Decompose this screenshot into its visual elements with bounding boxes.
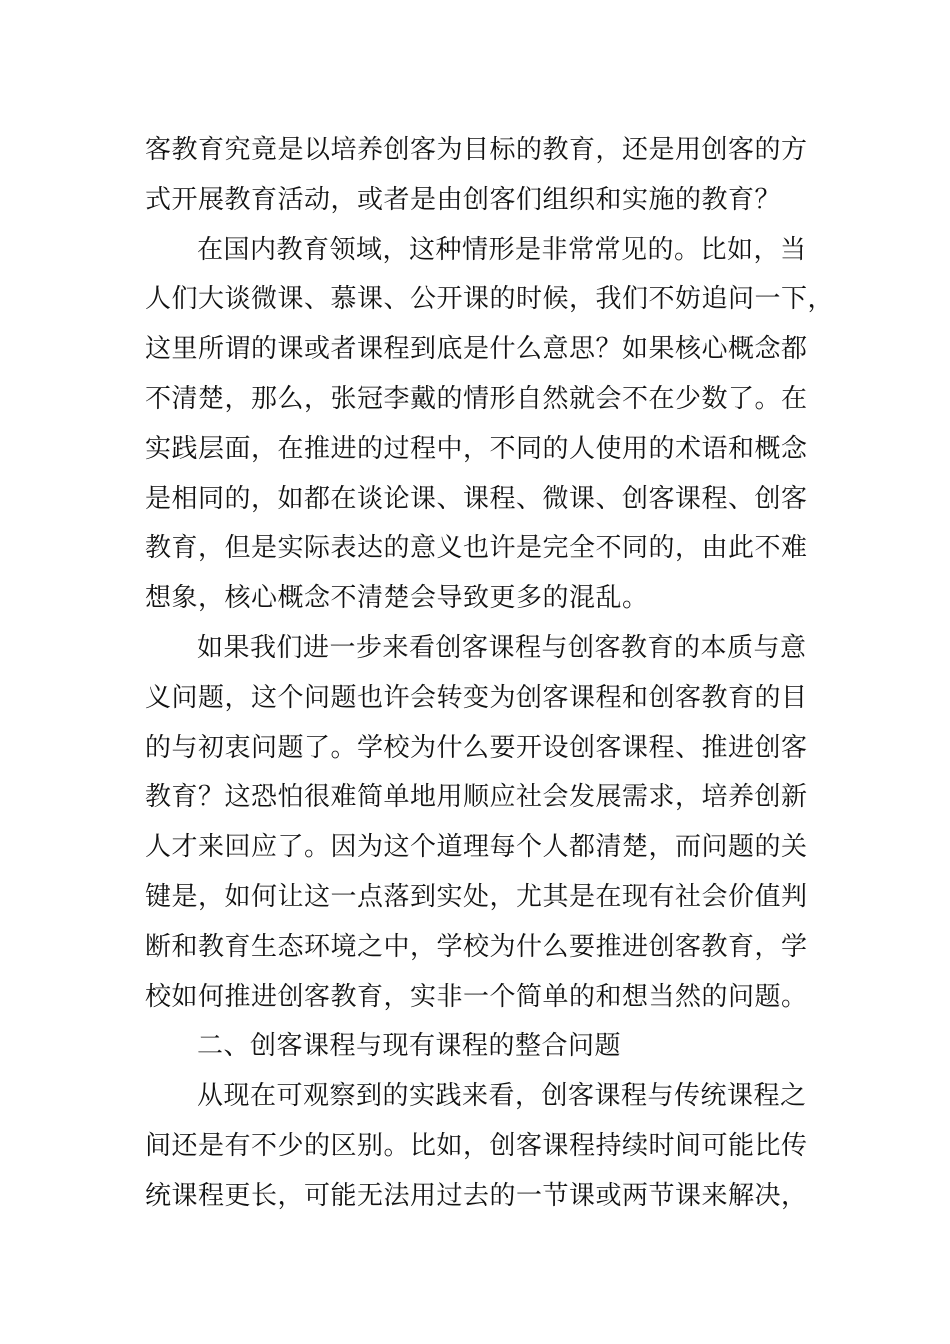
text-line: 教育？这恐怕很难简单地用顺应社会发展需求，培养创新: [145, 782, 808, 813]
document-body: [145, 126, 835, 1222]
text-line: 式开展教育活动，或者是由创客们组织和实施的教育？: [145, 184, 782, 215]
text-line: 键是，如何让这一点落到实处，尤其是在现有社会价值判: [145, 881, 808, 912]
text-line: 教育，但是实际表达的意义也许是完全不同的，由此不难: [145, 533, 808, 564]
text-line: 客教育究竟是以培养创客为目标的教育，还是用创客的方: [145, 135, 808, 165]
text-line: 这里所谓的课或者课程到底是什么意思？如果核心概念都: [145, 334, 808, 365]
text-line: 是相同的，如都在谈论课、课程、微课、创客课程、创客: [145, 483, 808, 514]
text-line: 人才来回应了。因为这个道理每个人都清楚，而问题的关: [145, 832, 808, 863]
text-line: 的与初衷问题了。学校为什么要开设创客课程、推进创客: [145, 732, 808, 763]
paragraph-start-line: 在国内教育领域，这种情形是非常常见的。比如，当: [197, 234, 807, 265]
text-line: 义问题，这个问题也许会转变为创客课程和创客教育的目: [145, 682, 808, 713]
section-heading: 二、创客课程与现有课程的整合问题: [197, 1031, 622, 1062]
text-line: 不清楚，那么，张冠李戴的情形自然就会不在少数了。在: [145, 383, 808, 414]
text-line: 实践层面，在推进的过程中，不同的人使用的术语和概念: [145, 433, 808, 464]
text-line: 间还是有不少的区别。比如，创客课程持续时间可能比传: [145, 1130, 808, 1161]
paragraph-start-line: 如果我们进一步来看创客课程与创客教育的本质与意: [197, 632, 807, 663]
text-line: 想象，核心概念不清楚会导致更多的混乱。: [145, 583, 649, 614]
paragraph-start-line: 从现在可观察到的实践来看，创客课程与传统课程之: [197, 1081, 807, 1112]
text-line: 人们大谈微课、慕课、公开课的时候，我们不妨追问一下，: [145, 284, 835, 315]
text-line: 断和教育生态环境之中，学校为什么要推进创客教育，学: [145, 931, 808, 962]
text-line: 校如何推进创客教育，实非一个简单的和想当然的问题。: [145, 981, 808, 1012]
text-line: 统课程更长，可能无法用过去的一节课或两节课来解决，: [145, 1180, 808, 1211]
